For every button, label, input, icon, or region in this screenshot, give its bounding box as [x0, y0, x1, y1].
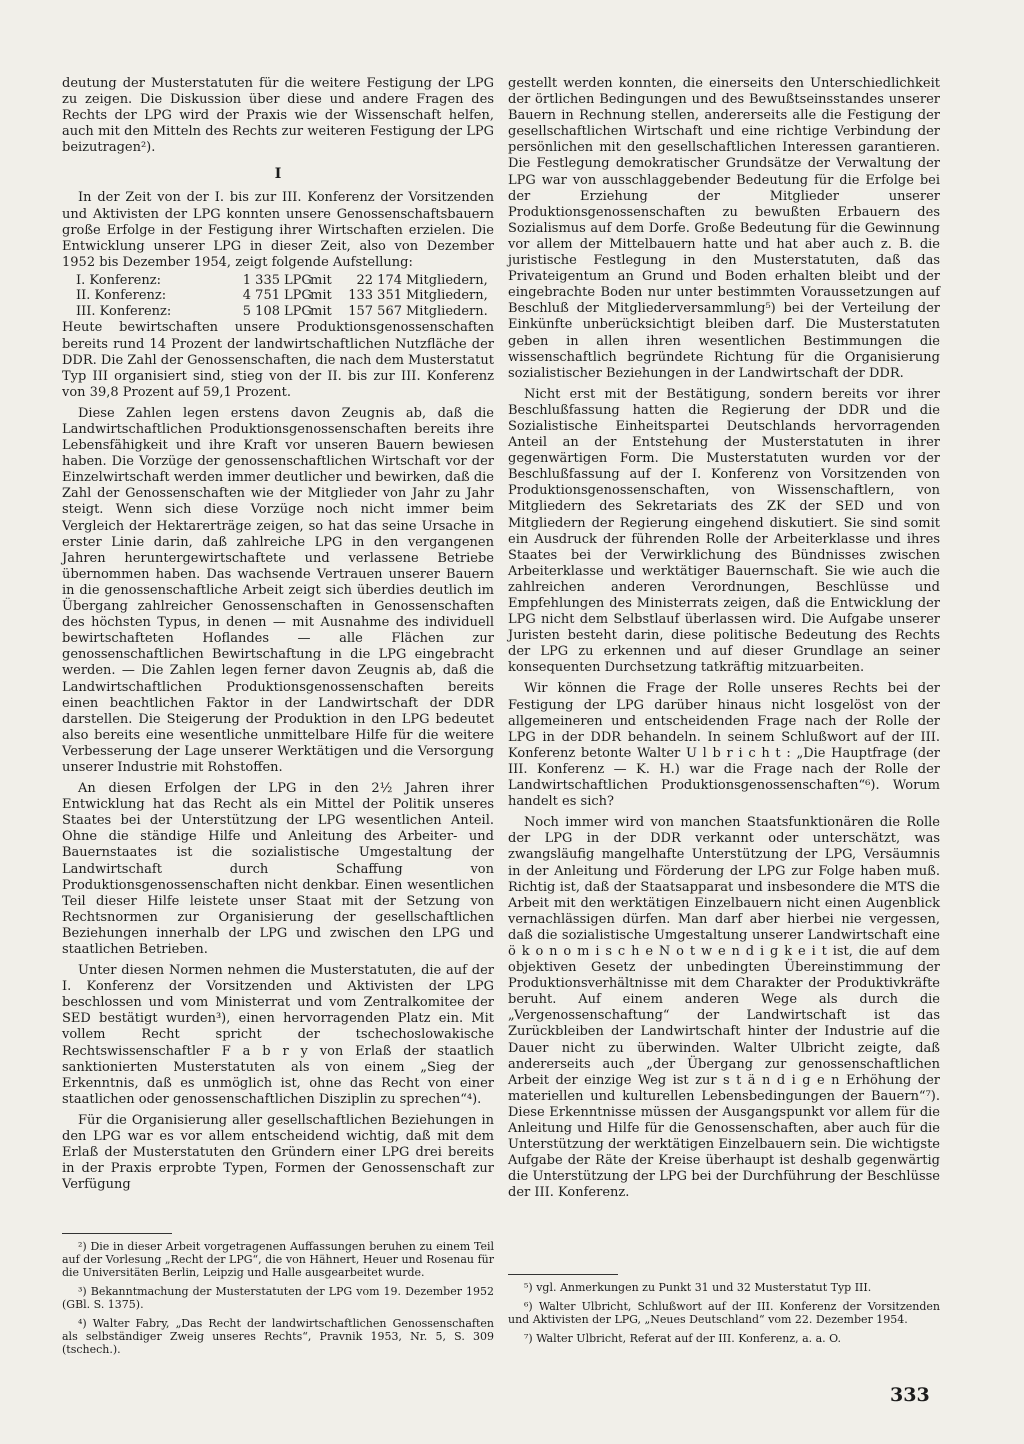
section-heading: I — [274, 166, 282, 183]
paragraph: Heute bewirtschaften unsere Produktionsgenossenschaften bereits rund 14 Prozent der landwirtschaftlichen Nutzfläche der DDR. Die Zahl der Genossenschaften, die nach dem Musterstatut Typ III organisiert sind, stieg von der II. bis zur III. Konferenz von 39,8 Prozent auf 59,1 Prozent. — [62, 320, 494, 400]
footnote: ³) Bekanntmachung der Musterstatuten der LPG vom 19. Dezember 1952 (GBl. S. 1375). — [62, 1285, 494, 1311]
stats-members: 133 351 — [348, 288, 402, 304]
paragraph: Noch immer wird von manchen Staatsfunktionären die Rolle der LPG in der DDR verkannt oder unterschätzt, was zwangsläufig mangelhafte Unterstützung der LPG, Versäumnis in der Anleitung und Förderung der LPG zur Folge haben muß. Richtig ist, daß der Staatsapparat und insbesondere die MTS die Arbeit mit den werktätigen Einzelbauern nicht einen Augenblick vernachlässigen dürfen. Man darf aber hierbei nie vergessen, daß die sozialistische Umgestaltung unserer Landwirtschaft eine ö k o n o m i s c h e N o t w e n d i g k e i t ist, die auf dem objektiven Gesetz der unbedingten Übereinstimmung der Produktionsverhältnisse mit dem Charakter der Produktivkräfte beruht. Auf einem anderen Wege als durch die „Vergenossenschaftung“ der Landwirtschaft ist das Zurückbleiben der Landwirtschaft hinter der Industrie auf die Dauer nicht zu überwinden. Walter Ulbricht zeigte, daß andererseits auch „der Übergang zur genossenschaftlichen Arbeit der einzige Weg ist zur s t ä n d i g e n Erhöhung der materiellen und kulturellen Lebensbedingungen der Bauern“⁷). Diese Erkenntnisse müssen der Ausgangspunkt vor allem für die Anleitung und Hilfe für die Genossenschaften, aber auch für die Unterstützung der werktätigen Einzelbauern sein. Die wichtigste Aufgabe der Räte der Kreise überhaupt ist deshalb gegenwärtig die Unterstützung der LPG bei der Durchführung der Beschlüsse der III. Konferenz. — [508, 815, 940, 1201]
stats-label: I. Konferenz: — [76, 272, 161, 288]
stats-row — [62, 288, 494, 304]
footnotes-left — [62, 1233, 494, 1356]
paragraph: Diese Zahlen legen erstens davon Zeugnis ab, daß die Landwirtschaftlichen Produktionsgenossenschaften bereits ihre Lebensfähigkeit und ihre Kraft vor unseren Bauern bewiesen haben. Die Vorzüge der genossenschaftlichen Wirtschaft vor der Einzelwirtschaft werden immer deutlicher und bewirken, daß die Zahl der Genossenschaften wie der Mitglieder von Jahr zu Jahr steigt. Wenn sich diese Vorzüge noch nicht immer beim Vergleich der Hektarerträge zeigen, so hat das seine Ursache in erster Linie darin, daß zahlreiche LPG in den vergangenen Jahren heruntergewirtschaftete und verlassene Betriebe übernommen haben. Das wachsende Vertrauen unserer Bauern in die genossenschaftliche Arbeit zeigt sich überdies deutlich im Übergang zahlreicher Genossenschaften in Genossenschaften des höchsten Typus, in denen — mit Ausnahme des individuell bewirtschafteten Hoflandes — alle Flächen zur genossenschaftlichen Bewirtschaftung in die LPG eingebracht werden. — Die Zahlen legen ferner davon Zeugnis ab, daß die Landwirtschaftlichen Produktionsgenossenschaften bereits einen beachtlichen Faktor in der Landwirtschaft der DDR darstellen. Die Steigerung der Produktion in den LPG bedeutet also bereits eine wesentliche unmittelbare Hilfe für die weitere Verbesserung der Lage unserer Werktätigen und die Versorgung unserer Industrie mit Rohstoffen. — [62, 405, 494, 775]
stats-lpg-count: 5 108 — [242, 303, 280, 319]
footnotes-right — [508, 1274, 940, 1345]
paragraph: In der Zeit von der I. bis zur III. Konferenz der Vorsitzenden und Aktivisten der LPG konnten unsere Genossenschaftsbauern große Erfolge in der Festigung ihrer Wirtschaften erzielen. Die Entwicklung unserer LPG in dieser Zeit, also von Dezember 1952 bis Dezember 1954, zeigt folgende Aufstellung: — [62, 190, 494, 270]
stats-lpg-word: LPG — [284, 288, 312, 304]
stats-members-word: Mitgliedern. — [406, 303, 488, 319]
paragraph: Nicht erst mit der Bestätigung, sondern bereits vor ihrer Beschlußfassung hatten die Regierung der DDR und die Sozialistische Einheitspartei Deutschlands hervorragenden Anteil an der Entstehung der Musterstatuten in ihrer gegenwärtigen Form. Die Musterstatuten wurden vor der Beschlußfassung auf der I. Konferenz von Vorsitzenden von Produktionsgenossenschaften, von Wissenschaftlern, von Mitgliedern des Sekretariats des ZK der SED und von Mitgliedern der Regierung eingehend diskutiert. Sie sind somit ein Ausdruck der führenden Rolle der Arbeiterklasse und ihres Staates bei der Verwirklichung des Bündnisses zwischen Arbeiterklasse und werktätiger Bauernschaft. Sie wie auch die zahlreichen anderen Verordnungen, Beschlüsse und Empfehlungen des Ministerrats zeigen, daß die Entwicklung der LPG nicht dem Selbstlauf überlassen wird. Die Aufgabe unserer Juristen besteht darin, diese politische Bedeutung des Rechts der LPG zu erkennen und auf dieser Grundlage an seiner konsequenten Durchsetzung tatkräftig mitzuarbeiten. — [508, 386, 940, 676]
footnote: ²) Die in dieser Arbeit vorgetragenen Auffassungen beruhen zu einem Teil auf der Vorlesung „Recht der LPG“, die von Hähnert, Heuer und Rosenau für die Universitäten Berlin, Leipzig und Halle ausgearbeitet wurde. — [62, 1240, 494, 1279]
opening-paragraph: deutung der Musterstatuten für die weitere Festigung der LPG zu zeigen. Die Diskussion über diese und andere Fragen des Rechts der LPG wird der Praxis wie der Wissenschaft helfen, auch mit den Mitteln des Rechts zur weiteren Festigung der LPG beizutragen²). — [62, 76, 494, 156]
stats-lpg-word: LPG — [284, 303, 312, 319]
footnote: ⁵) vgl. Anmerkungen zu Punkt 31 und 32 Musterstatut Typ III. — [524, 1281, 872, 1294]
stats-lpg-count: 4 751 — [242, 288, 280, 304]
footnote-rule — [508, 1274, 618, 1275]
stats-label: III. Konferenz: — [76, 303, 172, 319]
paragraph: Für die Organisierung aller gesellschaftlichen Beziehungen in den LPG war es vor allem entscheidend wichtig, daß mit dem Erlaß der Musterstatuten den Gründern einer LPG drei bereits in der Praxis erprobte Typen, Formen der Genossenschaft zur Verfügung — [62, 1112, 494, 1193]
left-column — [62, 76, 494, 1193]
stats-mit: mit — [310, 288, 332, 304]
footnote-rule — [62, 1233, 172, 1234]
stats-label: II. Konferenz: — [76, 288, 167, 304]
paragraph: Unter diesen Normen nehmen die Musterstatuten, die auf der I. Konferenz der Vorsitzenden und Aktivisten der LPG beschlossen und vom Ministerrat und vom Zentralkomitee der SED bestätigt wurden³), einen hervorragenden Platz ein. Mit vollem Recht spricht der tschechoslowakische Rechtswissenschaftler F a b r y von Erlaß der staatlich sanktionierten Musterstatuten als von einem „Sieg der Erkenntnis, daß es unmöglich ist, ohne das Recht von einer staatlichen oder genossenschaftlichen Disziplin zu sprechen“⁴). — [62, 963, 494, 1107]
paragraph: gestellt werden konnten, die einerseits den Unterschiedlichkeit der örtlichen Bedingungen und des Bewußtseinsstandes unserer Bauern in Rechnung stellen, andererseits alle die Festigung der gesellschaftlichen Wirtschaft und eine richtige Verbindung der persönlichen mit den gesellschaftlichen Interessen garantieren. Die Festlegung demokratischer Grundsätze der Verwaltung der LPG war von ausschlaggebender Bedeutung für die Erfolge bei der Erziehung der Mitglieder unserer Produktionsgenossenschaften zu bewußten Erbauern des Sozialismus auf dem Dorfe. Große Bedeutung für die Gewinnung vor allem der Mittelbauern hatte und hat aber auch z. B. die juristische Festlegung in den Musterstatuten, daß das Privateigentum an Grund und Boden erhalten bleibt und der eingebrachte Boden nur unter bestimmten Voraussetzungen auf Beschluß der Mitgliederversammlung⁵) bei der Verteilung der Einkünfte unberücksichtigt bleiben darf. Die Musterstatuten geben in allen ihren wesentlichen Bestimmungen die wissenschaftlich begründete Richtung für die Organisierung sozialistischer Beziehungen in der Landwirtschaft der DDR. — [508, 76, 940, 381]
paragraph: Wir können die Frage der Rolle unseres Rechts bei der Festigung der LPG darüber hinaus nicht losgelöst von der allgemeineren und entscheidenden Frage nach der Rolle der LPG in der DDR behandeln. In seinem Schlußwort auf der III. Konferenz betonte Walter U l b r i c h t : „Die Hauptfrage (der III. Konferenz — K. H.) war die Frage nach der Rolle der Landwirtschaftlichen Produktionsgenossenschaften“⁶). Worum handelt es sich? — [508, 681, 940, 810]
stats-lpg-word: LPG — [284, 272, 312, 288]
paragraph: An diesen Erfolgen der LPG in den 2½ Jahren ihrer Entwicklung hat das Recht als ein Mittel der Politik unseres Staates bei der Unterstützung der LPG wesentlichen Anteil. Ohne die ständige Hilfe und Anleitung des Arbeiter- und Bauernstaates ist die sozialistische Umgestaltung der Landwirtschaft durch Schaffung von Produktionsgenossenschaften nicht denkbar. Einen wesentlichen Teil dieser Hilfe leistete unser Staat mit der Setzung von Rechtsnormen zur Organisierung der gesellschaftlichen Beziehungen innerhalb der LPG und zwischen den LPG und staatlichen Betrieben. — [62, 781, 494, 957]
footnote: ⁶) Walter Ulbricht, Schlußwort auf der III. Konferenz der Vorsitzenden und Aktivisten der LPG, „Neues Deutschland“ vom 22. Dezember 1954. — [508, 1300, 940, 1326]
stats-members-word: Mitgliedern, — [406, 288, 488, 304]
stats-row — [62, 273, 494, 289]
stats-row — [62, 304, 494, 320]
stats-mit: mit — [310, 272, 332, 288]
stats-members-word: Mitgliedern, — [406, 272, 488, 288]
stats-mit: mit — [310, 303, 332, 319]
right-column — [508, 76, 940, 1201]
conference-stats-table — [62, 273, 494, 320]
stats-members: 22 174 — [356, 272, 402, 288]
page-number: 333 — [890, 1384, 930, 1406]
stats-members: 157 567 — [348, 303, 402, 319]
footnote: ⁴) Walter Fabry, „Das Recht der landwirtschaftlichen Genossenschaften als selbständiger Zweig unseres Rechts“, Pravnik 1953, Nr. 5, S. 309 (tschech.). — [62, 1317, 494, 1356]
stats-lpg-count: 1 335 — [242, 272, 280, 288]
footnote: ⁷) Walter Ulbricht, Referat auf der III. Konferenz, a. a. O. — [524, 1332, 842, 1345]
